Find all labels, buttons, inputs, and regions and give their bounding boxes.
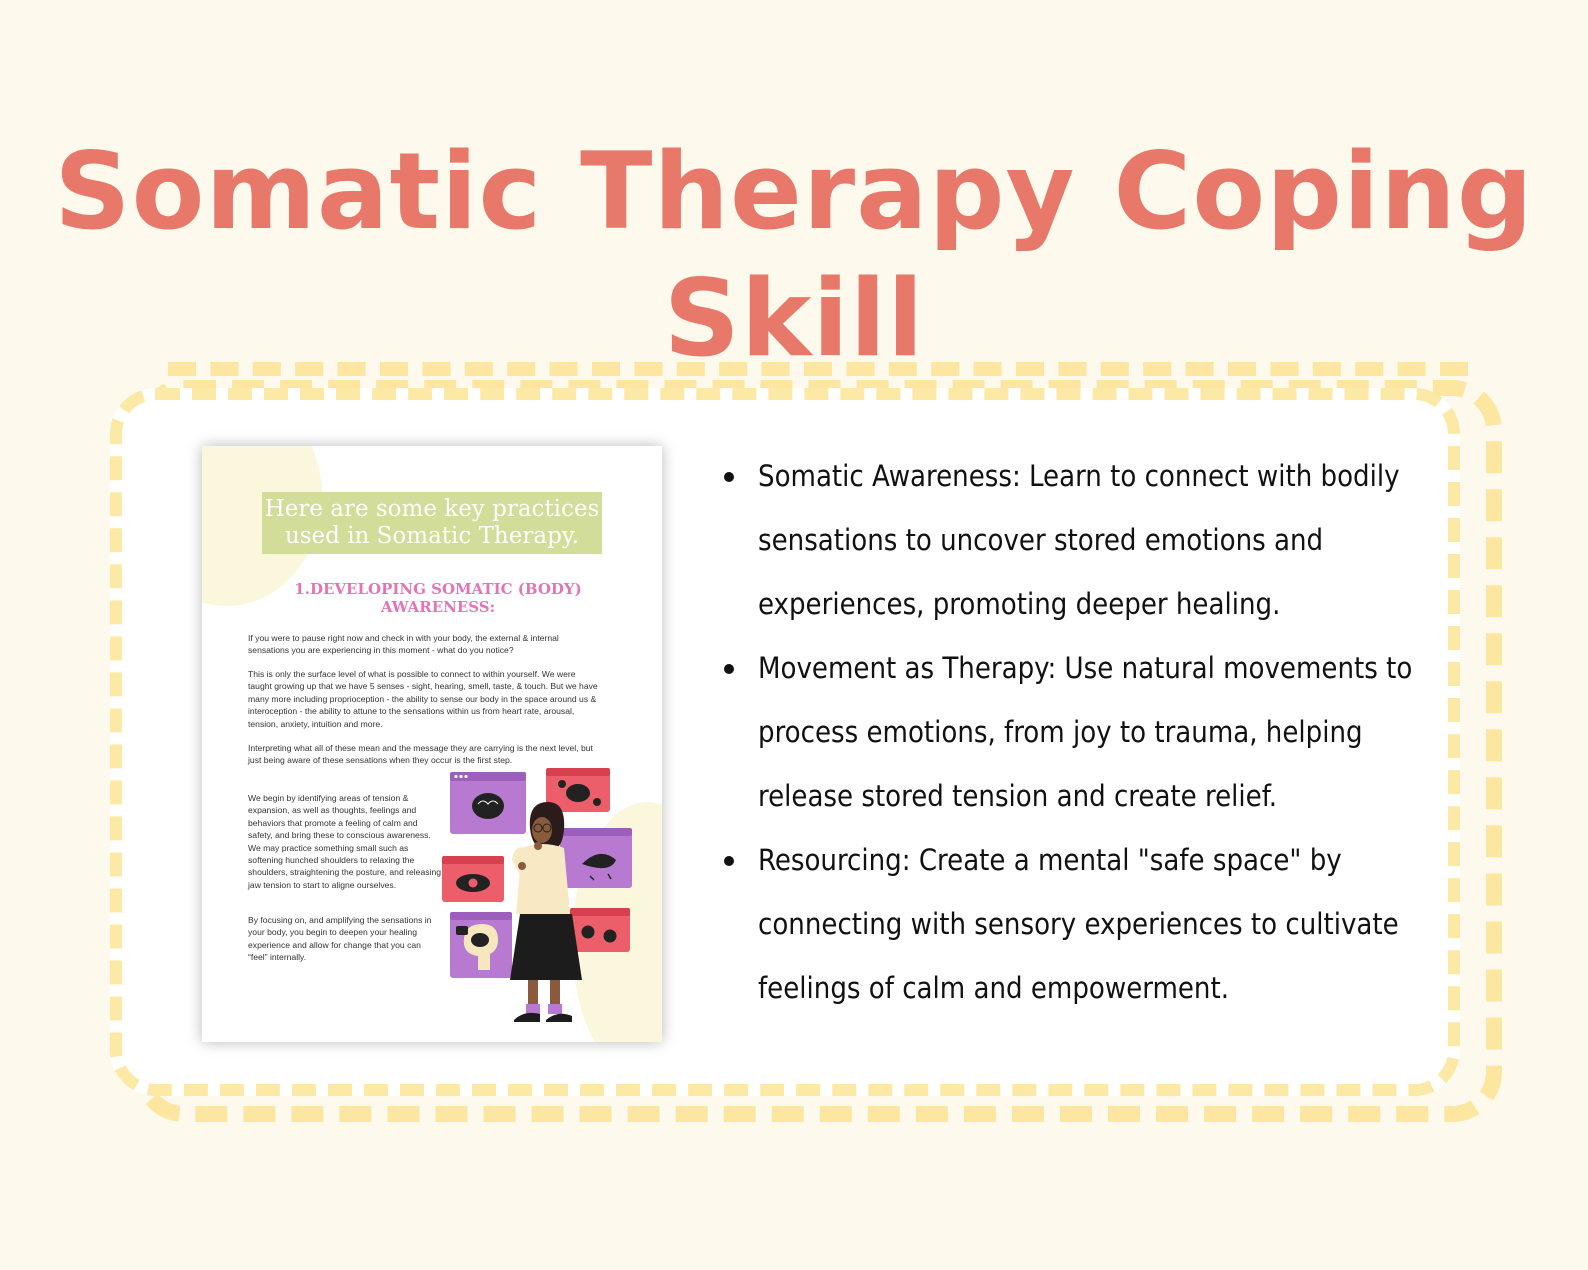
- bullet-icon: [724, 664, 734, 674]
- worksheet-heading-line: used in Somatic Therapy.: [284, 523, 580, 549]
- bullet-text: Resourcing: Create a mental "safe space" by connecting with sensory experiences to cultivate feelings of calm and empowerment.: [758, 843, 1399, 1005]
- list-item: [722, 444, 1430, 636]
- worksheet-section-title: 1.DEVELOPING SOMATIC (BODY) AWARENESS:: [294, 580, 582, 616]
- woman-with-mind-windows-illustration: [442, 768, 642, 1030]
- window-brain-icon: [450, 772, 526, 834]
- window-head-icon: [450, 912, 512, 978]
- worksheet-heading: [262, 492, 602, 554]
- page-title: Somatic Therapy Coping Skill: [54, 130, 1534, 381]
- bullet-icon: [724, 472, 734, 482]
- window-faces-icon: [570, 908, 630, 952]
- list-item: [722, 636, 1430, 828]
- bullet-text: Movement as Therapy: Use natural movements to process emotions, from joy to trauma, helping release stored tension and create relief.: [758, 651, 1413, 813]
- worksheet-heading-line: Here are some key practices: [264, 496, 600, 522]
- worksheet-paragraph: By focusing on, and amplifying the sensations in your body, you begin to deepen your healing experience and allow for change that you can “feel” internally.: [248, 915, 432, 963]
- window-eye-icon: [442, 856, 504, 902]
- window-organ-icon: [560, 828, 632, 888]
- key-points-list: [722, 444, 1430, 1020]
- bullet-icon: [724, 856, 734, 866]
- worksheet-paragraph: Interpreting what all of these mean and the message they are carrying is the next level, but just being aware of these sensations when they occur is the first step.: [248, 743, 593, 766]
- list-item: [722, 828, 1430, 1020]
- bullet-text: Somatic Awareness: Learn to connect with bodily sensations to uncover stored emotions and experiences, promoting deeper healing.: [758, 459, 1400, 621]
- worksheet-paragraph: This is only the surface level of what is possible to connect to within yourself. We were taught growing up that we have 5 senses - sight, hearing, smell, taste, & touch. But we have many more including proprioception - the ability to sense our body in the space around us & interoception - the ability to attune to the sensations within us from heart rate, arousal, tension, anxiety, intuition and more.: [248, 669, 598, 729]
- worksheet-paragraph: We begin by identifying areas of tension & expansion, as well as thoughts, feelings and behaviors that promote a feeling of calm and safety, and bring these to conscious awareness. We may practice something small such as softening hunched shoulders to relaxing the shoulders, straightening the posture, and releasing jaw tension to start to aligne ourselves.: [248, 793, 442, 890]
- worksheet-paragraph: If you were to pause right now and check in with your body, the external & internal sensations you are experiencing in this moment - what do you notice?: [248, 633, 559, 656]
- worksheet-preview: [202, 446, 662, 1042]
